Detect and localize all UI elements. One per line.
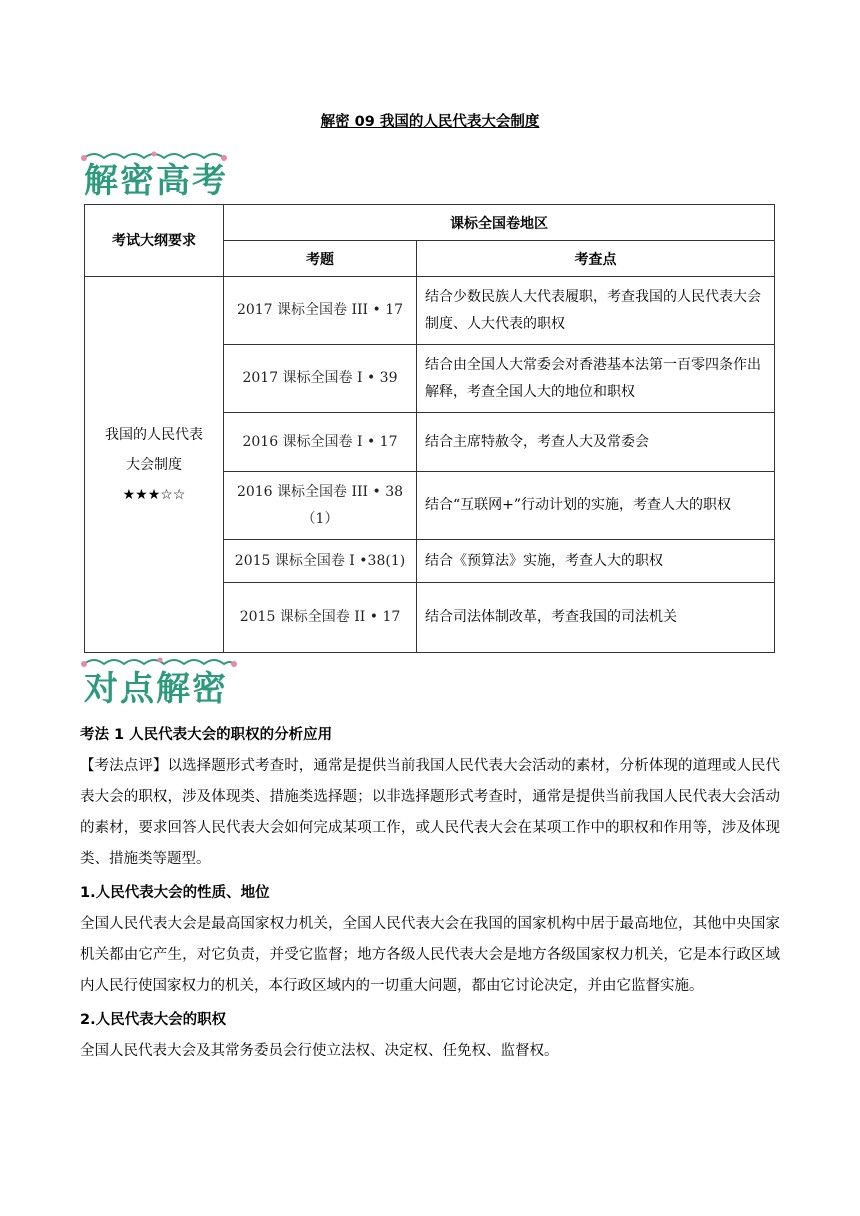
content-body — [80, 720, 780, 1067]
table-row — [85, 277, 775, 345]
header-region: 课标全国卷地区 — [224, 205, 775, 241]
banner-top-text: 解密高考 — [84, 161, 228, 200]
banner-jiemi-gaokao — [80, 150, 230, 200]
review-text: 以选择题形式考查时，通常是提供当前我国人民代表大会活动的素材，分析体现的道理或人民代表大会的职权，涉及体现类、措施类选择题；以非选择题形式考查时，通常是提供当前我国人民代表大会活动的素材，要求回答人民代表大会如何完成某项工作，或人民代表大会在某项工作中的职权和作用等，涉及体现类、措施类等题型。 — [80, 758, 781, 867]
topic-line1: 我国的人民代表 — [105, 426, 203, 443]
paragraph-nature-status: 全国人民代表大会是最高国家权力机关，全国人民代表大会在我国的国家机构中居于最高地位，其他中央国家机关都由它产生，对它负责，并受它监督；地方各级人民代表大会是地方各级国家权力机关，它是本行政区域内人民行使国家权力的机关，本行政区域内的一切重大问题，都由它讨论决定，并由它监督实施。 — [80, 916, 780, 994]
heading-nature-status: 1.人民代表大会的性质、地位 — [80, 885, 270, 901]
point-cell: 结合司法体制改革，考查我国的司法机关 — [417, 583, 775, 653]
exam-cell: 2015 课标全国卷 I •38(1) — [224, 540, 417, 583]
header-point: 考查点 — [417, 241, 775, 277]
topic-stars: ★★★☆☆ — [122, 486, 186, 503]
exam-cell: 2016 课标全国卷 I • 17 — [224, 413, 417, 472]
exam-cell: 2017 课标全国卷 III • 17 — [224, 277, 417, 345]
point-cell: 结合《预算法》实施，考查人大的职权 — [417, 540, 775, 583]
review-paragraph — [80, 751, 780, 875]
topic-line2: 大会制度 — [126, 456, 182, 473]
paragraph-powers: 全国人民代表大会及其常务委员会行使立法权、决定权、任免权、监督权。 — [80, 1043, 559, 1059]
banner-middle-text: 对点解密 — [84, 669, 228, 708]
heading-powers: 2.人民代表大会的职权 — [80, 1012, 227, 1028]
exam-table — [84, 204, 775, 653]
point-cell: 结合少数民族人大代表履职，考查我国的人民代表大会制度、人大代表的职权 — [417, 277, 775, 345]
point-cell: 结合“互联网+”行动计划的实施，考查人大的职权 — [417, 472, 775, 540]
page-title: 解密 09 我国的人民代表大会制度 — [320, 114, 540, 130]
header-exam: 考题 — [224, 241, 417, 277]
topic-cell — [85, 277, 224, 653]
point-cell: 结合由全国人大常委会对香港基本法第一百零四条作出解释，考查全国人大的地位和职权 — [417, 345, 775, 413]
exam-cell: 2016 课标全国卷 III • 38（1） — [224, 472, 417, 540]
header-outline: 考试大纲要求 — [85, 205, 224, 277]
exam-cell: 2017 课标全国卷 I • 39 — [224, 345, 417, 413]
point-cell: 结合主席特赦令，考查人大及常委会 — [417, 413, 775, 472]
review-label: 【考法点评】 — [80, 758, 168, 774]
kaofa-heading: 考法 1 人民代表大会的职权的分析应用 — [80, 727, 333, 743]
exam-cell: 2015 课标全国卷 II • 17 — [224, 583, 417, 653]
banner-duidian-jiemi — [80, 656, 240, 708]
